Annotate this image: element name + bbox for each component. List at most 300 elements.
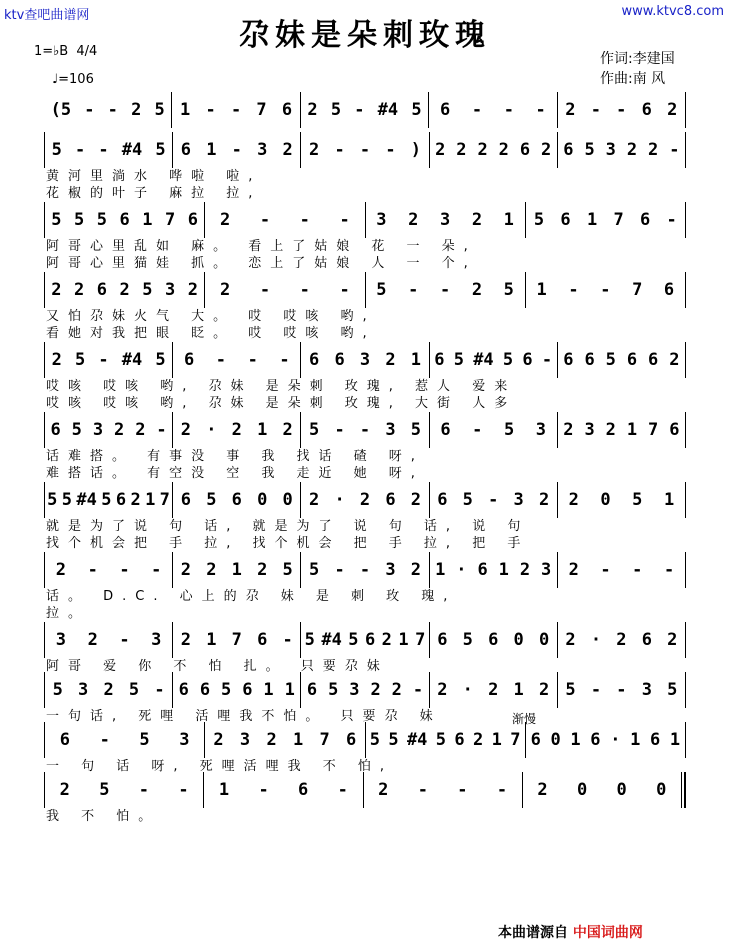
note: 2 [410,560,421,580]
note: - [359,560,371,580]
note: 0 [513,630,524,650]
note: 2 [231,420,242,440]
score-system [44,622,686,672]
note: 5 [376,280,387,300]
note: - [230,100,242,120]
note: 6 [641,100,652,120]
note: 2 [180,420,192,440]
note: 1 [513,680,524,700]
note: 6 [626,350,638,370]
note: #4 [121,140,143,160]
note: 1 [206,140,217,160]
note: 6 [437,630,448,650]
note: - [99,730,110,750]
note: - [408,280,419,300]
measure [526,272,685,308]
time-signature: 4/4 [76,44,98,59]
note: 5 [411,100,422,120]
note: 2 [477,140,488,160]
note: 6 [257,630,268,650]
note: 2 [616,630,627,650]
measure [301,132,429,168]
measure [429,92,557,128]
lyric-line: 阿哥 爱 你 不 怕 扎。 只要尕妹 [46,659,389,674]
note: - [258,780,269,800]
note: 0 [600,490,611,510]
note: 1 [218,780,230,800]
note: - [205,100,216,120]
score [44,92,686,822]
note: 7 [165,210,176,230]
note: 3 [359,350,371,370]
note: 6 [364,630,376,650]
note: 0 [282,490,293,510]
note: 2 [180,630,192,650]
notes-row [44,202,686,238]
measure [45,482,173,518]
note: 6 [648,350,659,370]
source-site: 中国词曲网 [572,925,643,941]
measure [301,92,429,128]
measure [173,482,301,518]
lyric-line: 拉。 [46,606,91,621]
note: 6 [563,350,574,370]
note: - [496,780,508,800]
notes-row [44,342,686,378]
note: 1 [145,490,156,510]
note: 5 [584,140,595,160]
measure [301,482,429,518]
note: - [259,210,271,230]
note: 3 [385,420,396,440]
note: 5 [330,100,342,120]
note: 3 [55,630,67,650]
measure [205,202,365,238]
note: 2 [180,560,192,580]
note: - [156,420,167,440]
notes-row [44,772,686,808]
note: 2 [307,100,318,120]
note: 2 [220,280,231,300]
note: 6 [281,100,293,120]
note: 5 [533,210,545,230]
note: #4 [321,630,342,650]
note: 2 [568,560,579,580]
notes-row [44,132,686,168]
note: 1 [142,210,153,230]
note: 2 [220,210,231,230]
note: 2 [626,140,638,160]
score-system [44,202,686,272]
note: 6 [298,780,309,800]
note: - [472,420,483,440]
watermark-right: www.ktvc8.com [621,4,724,19]
note: 5 [328,680,339,700]
note: 2 [282,140,293,160]
note: 6 [385,490,396,510]
note: #4 [473,350,494,370]
note: 6 [440,420,451,440]
lyric-line: 又怕尕妹火气 大。 哎 哎咳 哟, [46,309,376,324]
note: - [616,680,627,700]
note: 6 [530,730,541,750]
note: 2 [456,140,467,160]
measure [430,412,558,448]
note: 0 [576,780,588,800]
note: 6 [334,350,345,370]
note: ) [410,140,421,160]
note: - [138,780,150,800]
note: 0 [257,490,268,510]
note: - [151,560,162,580]
score-system [44,772,686,822]
measure [45,202,205,238]
note: 2 [119,280,130,300]
measure [45,552,173,588]
note: 1 [206,630,217,650]
note: 5 [52,680,63,700]
note: · [206,420,217,440]
note: - [231,140,242,160]
notes-row [44,622,686,658]
note: - [666,210,677,230]
note: 0 [538,630,550,650]
note: 1 [257,420,268,440]
note: - [154,680,165,700]
note: - [334,420,345,440]
note: 3 [439,210,451,230]
note: 2 [537,780,548,800]
measure [558,482,685,518]
note: - [616,100,627,120]
measure [364,772,523,808]
note: 2 [55,560,67,580]
note: 6 [522,350,533,370]
composer-credit: 作曲:南 风 [600,71,666,87]
note: 7 [159,490,170,510]
note: - [299,280,310,300]
measure [526,722,685,758]
note: 7 [319,730,330,750]
note: 2 [568,490,579,510]
tempo-marking: ♩=106 [52,72,94,87]
measure [430,482,558,518]
note: 5 [47,490,58,510]
note: - [334,560,345,580]
note: - [339,210,350,230]
note: 5 [128,680,140,700]
measure [205,272,365,308]
measure [301,342,429,378]
note: 6 [96,280,107,300]
note: - [600,280,611,300]
note: - [457,780,468,800]
measure [173,132,301,168]
note: 2 [187,280,198,300]
lyric-line: 花椒的叶子 麻拉 拉, [46,186,262,201]
note: 1 [669,730,681,750]
note: 1 [180,100,191,120]
note: 2 [359,490,371,510]
note: 6 [180,140,192,160]
measure [44,92,172,128]
note: · [334,490,345,510]
note: 5 [282,560,293,580]
measure [558,672,685,708]
note: 2 [370,680,381,700]
measure [301,412,429,448]
note: 0 [656,780,667,800]
note: 5 [632,490,643,510]
measure [173,622,301,658]
note: 6 [641,630,652,650]
note: 2 [130,490,141,510]
note: 6 [519,140,531,160]
note: 2 [131,100,142,120]
note: #4 [76,490,97,510]
measure [558,552,685,588]
note: 2 [667,630,678,650]
note: 5 [96,210,107,230]
note: · [610,730,621,750]
measure [45,412,173,448]
tempo-change-mark: 渐慢 [511,712,536,726]
lyric-line: 话难搭。 有事没 事 我 找话 碴 呀, [46,449,424,464]
note: 6 [180,490,192,510]
note: - [385,140,396,160]
measure [45,772,204,808]
note: #4 [406,730,428,750]
lyric-line: 一 句 话 呀, 死哩活哩我 不 怕, [46,759,394,774]
note: 6 [306,680,318,700]
note: 5 [502,350,514,370]
note: 6 [584,350,595,370]
measure [366,272,526,308]
note: 2 [391,680,402,700]
note: 3 [179,730,190,750]
notes-row [44,552,686,588]
measure [45,342,173,378]
note: 2 [538,680,550,700]
measure [173,342,301,378]
note: 2 [309,490,320,510]
note: #4 [377,100,399,120]
note: 1 [231,560,242,580]
measure [204,772,363,808]
measure [173,672,301,708]
note: - [247,350,258,370]
note: 5 [565,680,576,700]
note: 6 [178,680,189,700]
note: 5 [99,780,110,800]
note: 0 [616,780,627,800]
note: 2 [605,420,616,440]
note: 1 [536,280,547,300]
note: 5 [74,350,86,370]
note: 5 [139,730,150,750]
note: 6 [454,730,465,750]
note: (5 [50,100,72,120]
note: 5 [348,630,359,650]
note: 2 [135,420,146,440]
key-signature [34,44,97,59]
note: 2 [410,490,421,510]
note: 5 [206,490,217,510]
note: 3 [257,140,268,160]
measure [173,412,301,448]
note: 2 [206,560,217,580]
note: 2 [114,420,125,440]
notes-row [44,412,686,448]
note: 7 [648,420,659,440]
note: 2 [74,280,85,300]
note: 6 [309,350,320,370]
score-system [44,132,686,202]
lyric-line: 话。 D.C. 心上的尕 妹 是 刺 玫 瑰, [46,589,457,604]
note: 5 [605,350,616,370]
note: 6 [346,730,357,750]
measure [430,672,558,708]
note: - [354,100,365,120]
note: 2 [378,780,389,800]
note: 2 [59,780,70,800]
note: 1 [503,210,514,230]
note: 6 [590,730,601,750]
note: 1 [263,680,274,700]
note: - [282,630,293,650]
measure [430,132,558,168]
note: 7 [231,630,242,650]
note: 5 [503,420,515,440]
note: 5 [388,730,399,750]
note: 3 [92,420,104,440]
note: 3 [349,680,360,700]
note: 3 [376,210,387,230]
note: 3 [513,490,524,510]
measure [430,622,558,658]
note: - [279,350,290,370]
measure [173,552,301,588]
lyric-line: 阿哥心里乱如 麻。 看上了姑娘 花 一 朵, [46,239,477,254]
note: 1 [570,730,581,750]
note: 6 [663,280,675,300]
note: - [98,140,109,160]
note: 5 [462,630,473,650]
note: 6 [115,490,127,510]
measure [430,552,558,588]
lyric-line: 看她对我把眼 眨。 哎 哎咳 哟, [46,326,376,341]
measure [523,772,685,808]
note: 5 [503,280,514,300]
note: 2 [385,350,396,370]
note: 5 [154,100,165,120]
note: · [456,560,467,580]
note: 5 [453,350,464,370]
score-system [44,672,686,722]
note: 2 [541,140,552,160]
note: 2 [213,730,224,750]
note: - [74,140,86,160]
note: - [412,680,424,700]
note: 6 [563,140,574,160]
note: 2 [565,100,576,120]
score-system [44,342,686,412]
measure [558,92,685,128]
note: 6 [437,490,448,510]
measure [45,272,205,308]
note: 2 [266,730,277,750]
note: 6 [650,730,661,750]
note: - [299,210,310,230]
note: 3 [78,680,89,700]
lyric-line: 就是为了说 句 话, 就是为了 说 句 话, 说 句 [46,519,530,534]
notes-row [44,482,686,518]
note: - [337,780,348,800]
note: 6 [477,560,488,580]
note: 6 [640,210,651,230]
note: - [84,100,95,120]
note: 1 [498,560,509,580]
note: - [590,100,601,120]
measure [45,722,205,758]
note: 2 [667,100,678,120]
score-system [44,92,686,132]
note: - [359,420,371,440]
note: 3 [385,560,396,580]
note: - [359,140,371,160]
measure [558,412,685,448]
note: - [541,350,553,370]
note: 0 [550,730,561,750]
note: · [590,630,602,650]
note: - [215,350,227,370]
watermark-left: ktv查吧曲谱网 [4,8,90,23]
source-label: 本曲谱源自 [498,925,568,941]
measure [558,622,685,658]
measure [558,132,685,168]
note: 2 [538,490,550,510]
measure [366,202,526,238]
note: 5 [101,490,112,510]
note: 2 [408,210,419,230]
note: 7 [415,630,426,650]
note: 5 [410,420,421,440]
note: 7 [510,730,521,750]
note: #4 [121,350,143,370]
lyric-line: 哎咳 哎咳 哟, 尕妹 是朵刺 玫瑰, 大街 人多 [46,396,517,411]
note: 2 [51,280,62,300]
note: 2 [488,680,499,700]
note: - [119,560,130,580]
note: 2 [471,280,483,300]
note: 2 [435,140,446,160]
note: - [535,100,546,120]
note: - [503,100,514,120]
note: - [568,280,579,300]
lyric-line: 难搭话。 有空没 空 我 走近 她 呀, [46,466,424,481]
note: 2 [648,140,659,160]
note: 3 [641,680,652,700]
note: 2 [519,560,531,580]
note: 6 [560,210,571,230]
lyric-line: 阿哥心里猫娃 抓。 恋上了姑娘 人 一 个, [46,256,477,271]
note: 6 [50,420,61,440]
note: 5 [74,210,85,230]
note: - [600,560,611,580]
note: 2 [257,560,268,580]
measure [45,672,173,708]
note: 2 [498,140,509,160]
